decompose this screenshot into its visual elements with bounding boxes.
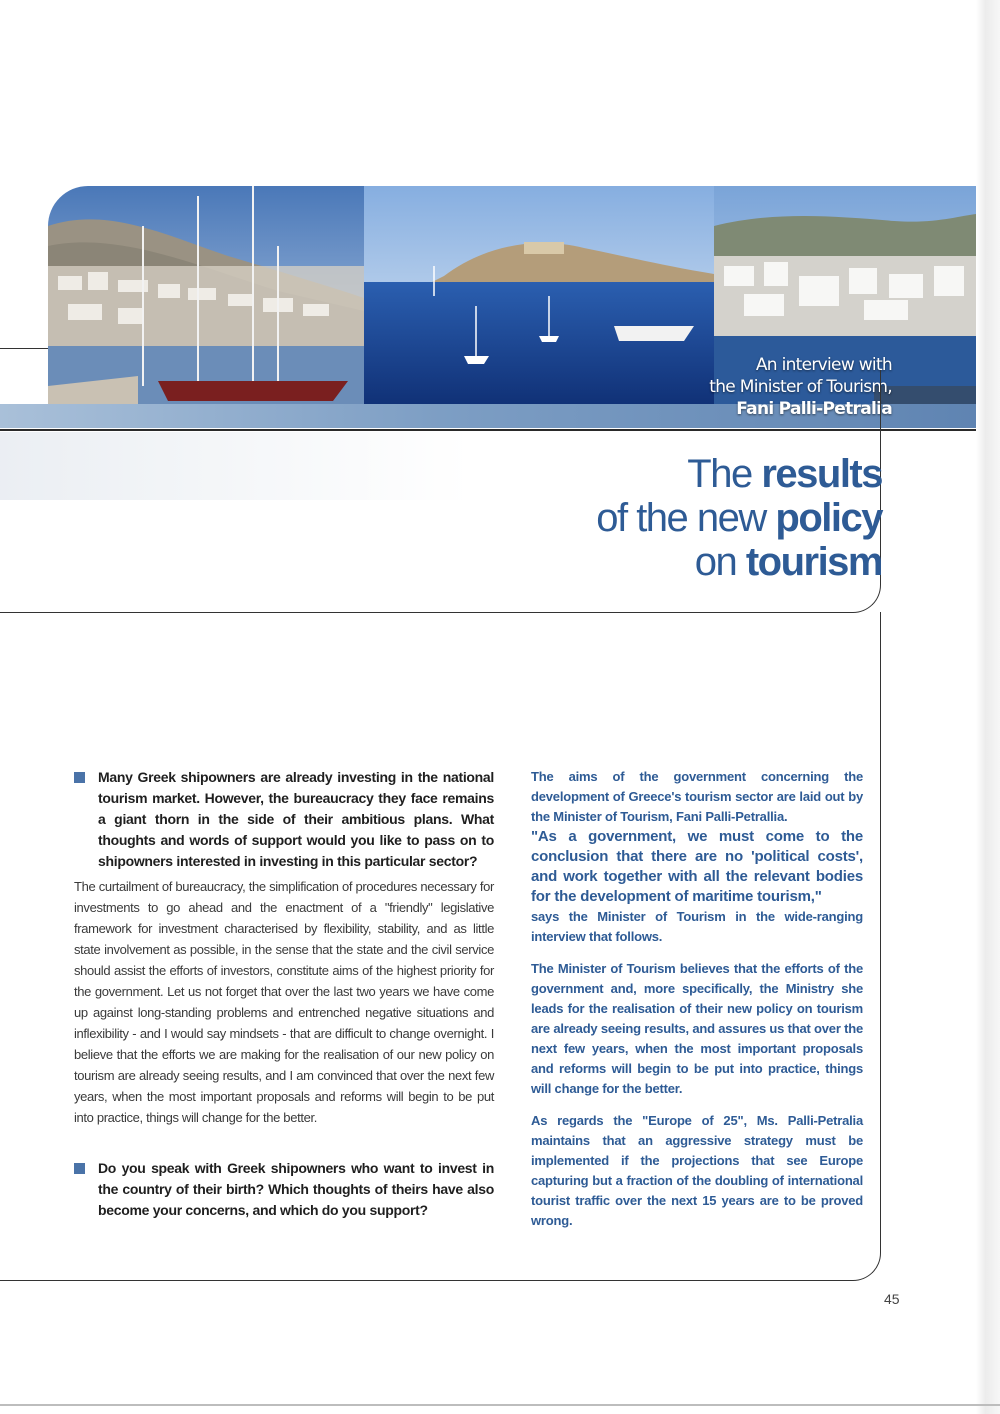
title-line-3: on tourism	[694, 540, 882, 584]
header-rule	[0, 429, 976, 431]
page-bottom-edge	[0, 1404, 1000, 1406]
lindos-bay-photo	[364, 186, 714, 410]
faded-band	[0, 432, 470, 500]
page-number: 45	[884, 1291, 900, 1307]
answer-1: The curtailment of bureaucracy, the simplification of procedures necessary for investments to go ahead and the enactment of a "friendly" legislative framework for investment characterised by flexibility, stability, and as little state involvement as possible, in the sense that the state and the civil service should assist the efforts of investors, constitute aims of the highest priority for the government. Let us not forget that over the last two years we have come up against long-standing problems and entrenched negative situations and inflexibility - and I would say mindsets - that are difficult to change overnight. I believe that the efforts we are making for the realisation of our new policy on tourism are already seeing results, and I am convinced that over the next few years, when the most important proposals and reforms will begin to be put into practice, things will change for the better.	[74, 879, 494, 1125]
question-1: Many Greek shipowners are already investing in the national tourism market. However, the bureaucracy they face remains a giant thorn in the side of their ambitious plans. What thoughts and words of support would you like to pass on to shipowners interested in investing in this particular sector?	[74, 767, 494, 872]
interview-line-2: the Minister of Tourism,	[709, 377, 892, 397]
intro-text: The aims of the government concerning the development of Greece's tourism sector are laid out by the Minister of Tourism, Fani Palli-Petrallia.	[531, 769, 863, 824]
left-column	[74, 767, 494, 1221]
paragraph-3: As regards the "Europe of 25", Ms. Palli-Petralia maintains that an aggressive strategy must be implemented if the projections that see Europe capturing but a fraction of the doubling of international tourist traffic over the next 15 years are to be proved wrong.	[531, 1113, 863, 1228]
intro-block	[531, 767, 863, 947]
pull-quote: "As a government, we must come to the conclusion that there are no 'political costs', and work together with all the relevant bodies for the development of maritime tourism,"	[531, 828, 863, 905]
paragraph-2: The Minister of Tourism believes that the efforts of the government and, more specifically, the Ministry she leads for the realisation of their new policy on tourism are already seeing results, and assures us that over the next few years, when the most important proposals and reforms will begin to be put into practice, things will change for the better.	[531, 961, 864, 1096]
interview-caption	[709, 354, 892, 420]
title-line-2: of the new policy	[596, 496, 882, 540]
article-title	[596, 452, 882, 584]
quote-attribution: says the Minister of Tourism in the wide-ranging interview that follows.	[531, 909, 863, 944]
interview-line-1: An interview with	[755, 355, 892, 375]
interviewee-name: Fani Palli-Petralia	[736, 399, 892, 419]
harbour-photo	[48, 186, 364, 410]
question-2: Do you speak with Greek shipowners who want to invest in the country of their birth? Which thoughts of theirs have also become your concerns, and which do you support?	[74, 1158, 494, 1221]
right-column	[531, 767, 863, 1243]
page-edge-shadow	[976, 0, 1000, 1414]
title-line-1: The results	[687, 452, 882, 496]
